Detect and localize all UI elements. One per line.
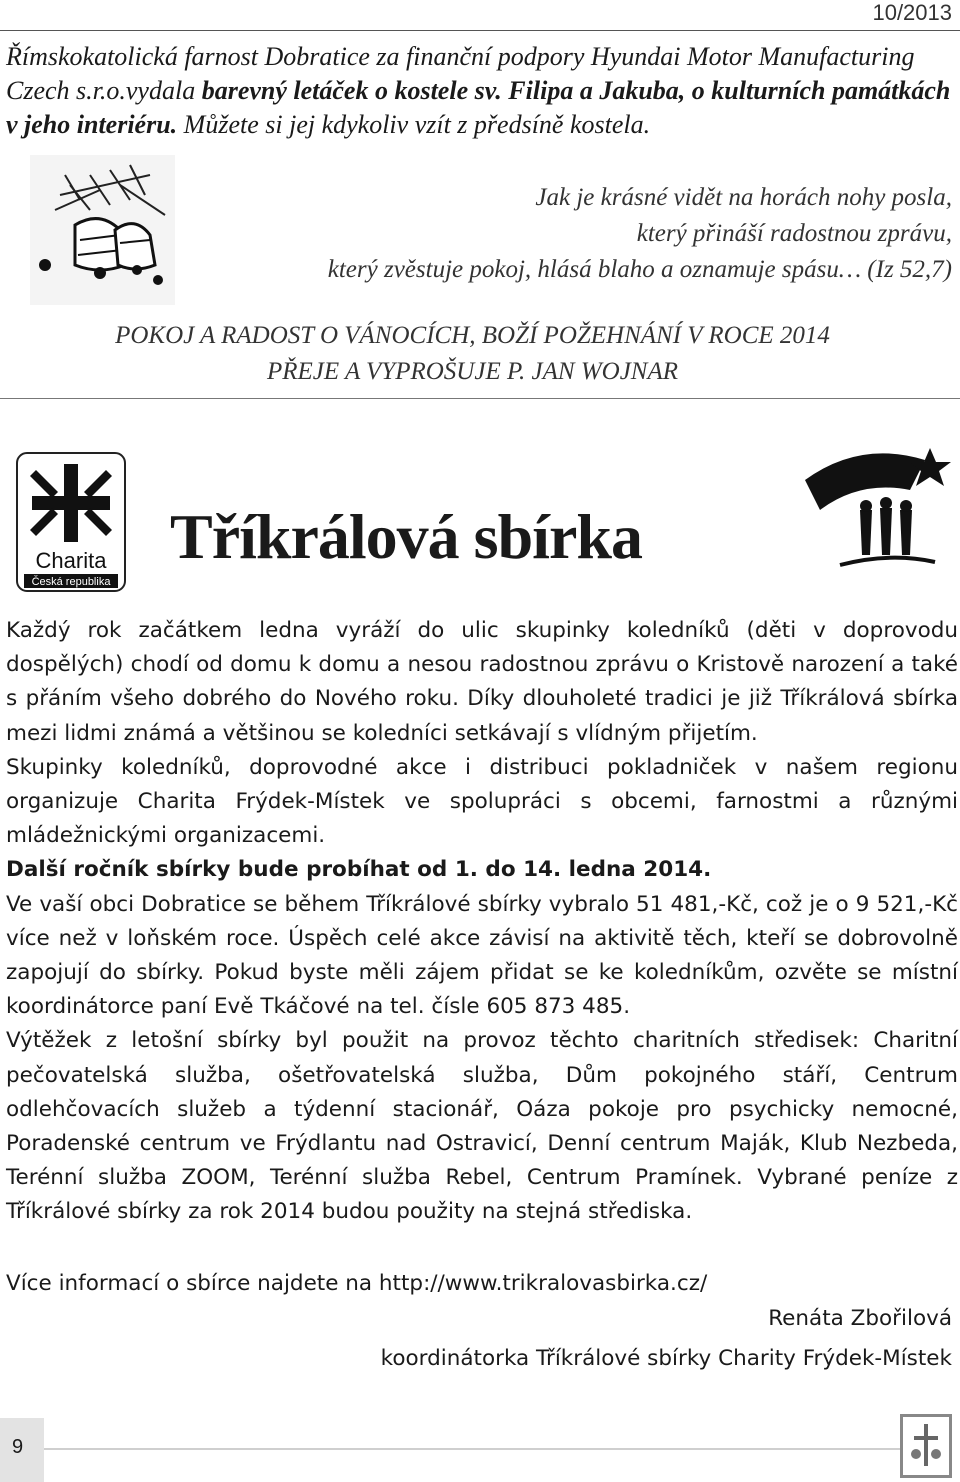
intro-text: Římskokatolická farnost Dobratice za finanční podpory Hyundai Motor Manufacturing Czech s.r.o.vydala (6, 42, 915, 105)
charita-logo-name: Charita (35, 548, 107, 573)
parish-emblem-icon (900, 1414, 952, 1478)
page-number: 9 (12, 1436, 24, 1458)
paragraph-next-date: Další ročník sbírky bude probíhat od 1. do 14. ledna 2014. (6, 857, 712, 883)
verse-line-3: který zvěstuje pokoj, hlásá blaho a oznamuje spásu… (Iz 52,7) (327, 256, 952, 283)
page-number-box (0, 1418, 44, 1482)
article-body (6, 614, 958, 1230)
paragraph-organization: Skupinky koledníků, doprovodné akce i distribuci pokladniček v našem regionu organizuje Charita Frýdek-Místek ve spolupráci s obcemi, farnostmi a různými mládežnickými organizacemi. (6, 754, 958, 849)
christmas-bells-icon (30, 155, 175, 305)
christmas-wish (0, 318, 945, 390)
charita-logo-subtitle: Česká republika (31, 576, 111, 588)
paragraph-carolers: Každý rok začátkem ledna vyráží do ulic skupinky koledníků (děti v doprovodu dospělých) chodí od domu k domu a nesou radostnou zprávu o Kristově narození a také s přáním všeho dobrého do Nového roku. Díky dlouholeté tradici je již Tříkrálová sbírka mezi lidmi známá a většinou se koledníci setkávají s vlídným přijetím. (6, 618, 958, 746)
section-divider (0, 398, 960, 399)
page-title: Tříkrálová sbírka (170, 501, 642, 572)
wish-line-1: POKOJ A RADOST O VÁNOCÍCH, BOŽÍ POŽEHNÁNÍ V ROCE 2014 (115, 322, 830, 349)
paragraph-results: Ve vaší obci Dobratice se během Tříkrálové sbírky vybralo 51 481,-Kč, což je o 9 521,-Kč více než v loňském roce. Úspěch celé akce závisí na aktivitě těch, kteří se dobrovolně zapojují do sbírky. Pokud byste měli zájem přidat se ke koledníkům, ozvěte se místní koordinátorce paní Evě Tkáčové na tel. čísle 605 873 485. (6, 891, 958, 1020)
footer-rule (44, 1448, 900, 1450)
intro-text-end: Můžete si jej kdykoliv vzít z předsíně kostela. (177, 110, 651, 139)
paragraph-usage: Výtěžek z letošní sbírky byl použit na provoz těchto charitních středisek: Charitní pečovatelská služba, ošetřovatelská služba, Dům pokojného stáří, Centrum odlehčovacích služeb a týdenní stacionář, Oáza pokoje pro psychicky nemocné, Poradenské centrum ve Frýdlantu nad Ostravicí, Denní centrum Maják, Klub Nezbeda, Terénní služba ZOOM, Terénní služba Rebel, Centrum Pramínek. Vybrané peníze z Tříkrálové sbírky za rok 2014 budou použity na stejná střediska. (6, 1028, 958, 1225)
verse-line-2: který přináší radostnou zprávu, (636, 220, 952, 247)
header-rule (0, 30, 960, 31)
signature-role: koordinátorka Tříkrálové sbírky Charity Frýdek-Místek (380, 1346, 952, 1371)
wish-line-2: PŘEJE A VYPROŠUJE P. JAN WOJNAR (266, 358, 679, 385)
verse-line-1: Jak je krásné vidět na horách nohy posla, (535, 184, 952, 211)
issue-label: 10/2013 (872, 0, 952, 25)
intro-paragraph (6, 40, 956, 142)
charita-logo (16, 452, 126, 592)
more-info-link[interactable]: Více informací o sbírce najdete na http://www.trikralovasbirka.cz/ (6, 1271, 708, 1296)
three-kings-star-icon (800, 440, 960, 580)
intro-bold-text: barevný letáček o kostele sv. Filipa a Jakuba, o kulturních památkách v jeho interiéru. (6, 76, 951, 139)
signature-name: Renáta Zbořilová (768, 1306, 952, 1331)
bible-verse (232, 180, 952, 288)
